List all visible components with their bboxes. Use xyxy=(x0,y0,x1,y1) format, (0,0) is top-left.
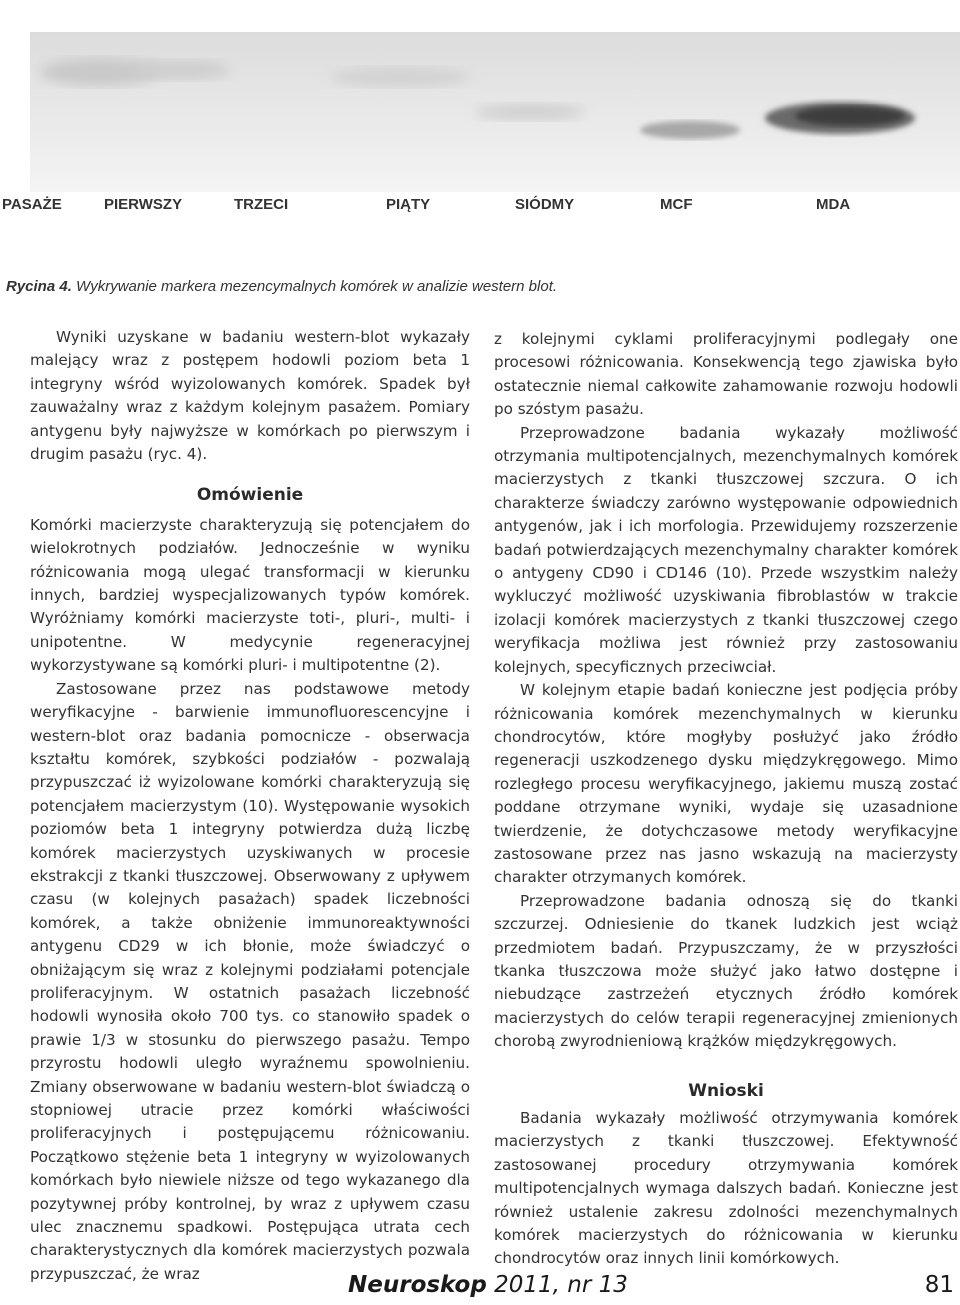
lane-label: PIĄTY xyxy=(386,196,431,213)
western-blot-image xyxy=(30,32,960,192)
page-footer xyxy=(0,1272,960,1302)
journal-citation xyxy=(348,1272,628,1298)
right-column xyxy=(494,328,958,1271)
band-mcf xyxy=(640,121,740,139)
lane-label: MDA xyxy=(816,196,851,213)
lane-label: PASAŻE xyxy=(2,196,62,213)
paragraph: Przeprowadzone badania odnoszą się do tkanki szczurzej. Odniesienie do tkanek ludzkich jest wciąż przedmiotem badań. Przypuszczamy, że w przyszłości tkanka tłuszczowa może służyć jako łatwo dostępne i niebudzące zastrzeżeń etycznych źródło komórek macierzystych do celów terapii regeneracyjnej zmienionych chorobą zwyrodnieniową krążków międzykręgowych. xyxy=(494,891,958,1051)
paragraph: Wyniki uzyskane w badaniu western-blot wykazały malejący wraz z postępem hodowli poziom beta 1 integryny wśród wyizolowanych komórek. Spadek był zauważalny wraz z każdym kolejnym pasażem. Pomiary antygenu były najwyższe w komórkach po pierwszym i drugim pasażu (ryc. 4). xyxy=(30,328,470,464)
lane-label: MCF xyxy=(660,196,693,213)
figure-caption xyxy=(6,278,946,295)
heading-discussion: Omówienie xyxy=(196,485,304,506)
caption-label: Rycina 4. xyxy=(6,278,72,295)
paragraph: Zastosowane przez nas podstawowe metody weryfikacyjne - barwienie immunofluorescencyjne i western-blot oraz badania pomocnicze - obserwacja kształtu komórek, szybkości podziałów - pozwalają przypuszczać iż wyizolowane komórki charakteryzują się potencjałem macierzystym (10). Występowanie wysokich poziomów beta 1 integryny potwierdza dużą liczbę komórek macierzystych uzyskiwanych w procesie ekstrakcji z tkanki tłuszczowej. Obserwowany z upływem czasu (w kolejnych pasażach) spadek liczebności komórek, a także obniżenie immunoreaktywności antygenu CD29 w ich błonie, może świadczyć o obniżającym się wraz z kolejnymi podziałami potencjale proliferacyjnym. W ostatnich pasażach liczebność hodowli wynosiła około 700 tys. co stanowiło spadek o prawie 1/3 w stosunku do pierwszego pasażu. Tempo przyrostu hodowli uległo wyraźnemu spowolnieniu. Zmiany obserwowane w badaniu western-blot świadczą o stopniowej utracie przez komórki właściwości proliferacyjnych i postępującemu różnicowaniu. Początkowo stężenie beta 1 integryny w wyizolowanych komórkach było niewiele niższe od tego wykazanego dla pozytywnej próby kontrolnej, by wraz z upływem czasu ulec znacznemu spadkowi. Postępująca utrata cech charakterystycznych dla komórek macierzystych pozwala przypuszczać, że wraz xyxy=(30,679,470,1283)
lane-labels xyxy=(0,196,960,220)
lane-label: SIÓDMY xyxy=(515,196,575,213)
paragraph: z kolejnymi cyklami proliferacyjnymi podlegały one procesowi różnicowania. Konsekwencją tego zjawiska było ostatecznie niemal całkowite zahamowanie rozwoju hodowli po szóstym pasażu. xyxy=(494,330,958,419)
left-column xyxy=(30,326,470,1286)
caption-text: Wykrywanie markera mezencymalnych komórek w analizie western blot. xyxy=(71,278,558,295)
lane-label: TRZECI xyxy=(234,196,289,213)
journal-issue: 2011, nr 13 xyxy=(486,1272,628,1298)
band-piaty xyxy=(330,67,470,87)
band-trzeci xyxy=(130,60,230,80)
band-siodmy xyxy=(475,104,585,120)
band-mda-core xyxy=(795,106,905,126)
page-number: 81 xyxy=(924,1272,954,1298)
paragraph: Badania wykazały możliwość otrzymywania komórek macierzystych z tkanki tłuszczowej. Efektywność zastosowanej procedury otrzymywania komórek multipotencjalnych wymaga dalszych badań. Konieczne jest również ustalenie zakresu zdolności mezenchymalnych komórek macierzystych do różnicowania w kierunku chondrocytów oraz innych linii komórkowych. xyxy=(494,1109,958,1268)
heading-conclusions: Wnioski xyxy=(688,1080,764,1101)
journal-name: Neuroskop xyxy=(348,1272,487,1298)
paragraph: Przeprowadzone badania wykazały możliwość otrzymania multipotencjalnych, mezenchymalnych komórek macierzystych z tkanki tłuszczowej szczura. O ich charakterze świadczy zarówno występowanie odpowiednich antygenów, jak i ich morfologia. Przewidujemy rozszerzenie badań potwierdzających mezenchymalny charakter komórek o antygeny CD90 i CD146 (10). Przede wszystkim należy wykluczyć możliwość uzyskiwania fibroblastów w trakcie izolacji komórek macierzystych z tkanki tłuszczowej czego weryfikacja możliwa jest również przy zastosowaniu kolejnych, specyficznych przeciwciał. xyxy=(494,423,958,676)
western-blot-membrane xyxy=(30,32,960,192)
paragraph: W kolejnym etapie badań konieczne jest podjęcia próby różnicowania komórek mezenchymalnych w kierunku chondrocytów, które mogłyby posłużyć jako źródło regeneracji uszkodzenego dysku międzykręgowego. Mimo rozległego procesu weryfikacyjnego, jakiemu muszą zostać poddane otrzymane wyniki, wydaje się uzasadnione twierdzenie, że dotychczasowe metody weryfikacyjne zastosowane przez nas jasno wskazują na macierzysty charakter otrzymanych komórek. xyxy=(494,681,958,887)
paragraph: Komórki macierzyste charakteryzują się potencjałem do wielokrotnych podziałów. Jednocześnie w wyniku różnicowania mogą ulegać transformacji w kierunku innych, bardziej wyspecjalizowanych typów komórek. Wyróżniamy komórki macierzyste toti-, pluri-, multi- i unipotentne. W medycynie regeneracyjnej wykorzystywane są komórki pluri- i multipotentne (2). xyxy=(30,515,470,675)
lane-label: PIERWSZY xyxy=(104,196,183,213)
